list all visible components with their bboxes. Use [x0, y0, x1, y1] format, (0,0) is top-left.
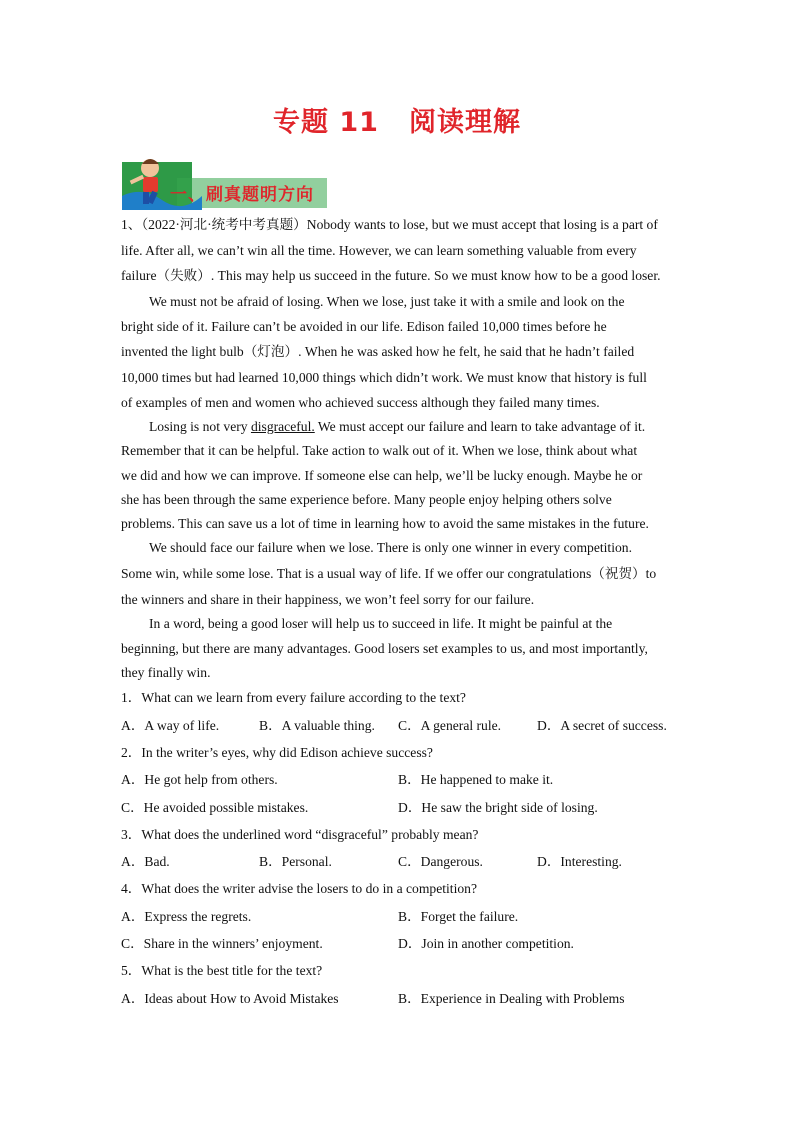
passage-text: We must accept our failure and learn to take advantage of it. — [314, 419, 646, 434]
passage-line: we did and how we can improve. If someone else can help, we’ll be lucky enough. Maybe he or — [121, 468, 643, 483]
answer-option[interactable]: D．He saw the bright side of losing. — [398, 800, 598, 815]
question-stem: 3．What does the underlined word “disgraceful” probably mean? — [121, 827, 479, 842]
answer-option[interactable]: B．He happened to make it. — [398, 772, 554, 787]
passage-line: We should face our failure when we lose. There is only one winner in every competition. — [149, 540, 632, 555]
answer-option[interactable]: A．Express the regrets. — [121, 909, 252, 924]
passage-line: beginning, but there are many advantages. Good losers set examples to us, and most importantly, — [121, 641, 648, 656]
passage-line: 1、（2022·河北·统考中考真题）Nobody wants to lose, but we must accept that losing is a part of — [121, 217, 658, 232]
answer-option[interactable]: A．A way of life. — [121, 718, 220, 733]
question-stem: 5．What is the best title for the text? — [121, 963, 323, 978]
passage-line: Remember that it can be helpful. Take action to walk out of it. When we lose, think about what — [121, 443, 638, 458]
answer-option[interactable]: B．Personal. — [259, 854, 332, 869]
question-stem: 4．What does the writer advise the losers to do in a competition? — [121, 881, 477, 896]
answer-option[interactable]: D．Interesting. — [537, 854, 622, 869]
passage-line: invented the light bulb（灯泡）. When he was asked how he felt, he said that he hadn’t failed — [121, 344, 635, 359]
passage-line: life. After all, we can’t win all the time. However, we can learn something valuable from every — [121, 243, 637, 258]
passage-line: they finally win. — [121, 665, 211, 680]
answer-option[interactable]: B．Forget the failure. — [398, 909, 519, 924]
title-topic-name: 阅读理解 — [408, 107, 521, 138]
answer-option[interactable]: D．Join in another competition. — [398, 936, 574, 951]
passage-line: of examples of men and women who achieved success although they failed many times. — [121, 395, 600, 410]
passage-text: Losing is not very — [149, 419, 251, 434]
question-stem: 2．In the writer’s eyes, why did Edison achieve success? — [121, 745, 433, 760]
answer-option[interactable]: C．Dangerous. — [398, 854, 483, 869]
answer-option[interactable]: B．Experience in Dealing with Problems — [398, 991, 625, 1006]
answer-option[interactable]: D．A secret of success. — [537, 718, 667, 733]
answer-option[interactable]: A．He got help from others. — [121, 772, 278, 787]
passage-line: problems. This can save us a lot of time in learning how to avoid the same mistakes in the future. — [121, 516, 649, 531]
answer-option[interactable]: C．He avoided possible mistakes. — [121, 800, 309, 815]
passage-line: Some win, while some lose. That is a usual way of life. If we offer our congratulations（祝贺）to — [121, 566, 657, 581]
answer-option[interactable]: A．Bad. — [121, 854, 170, 869]
answer-option[interactable]: B．A valuable thing. — [259, 718, 375, 733]
passage-line — [149, 419, 645, 435]
question-stem: 1．What can we learn from every failure according to the text? — [121, 690, 466, 705]
page-title — [0, 100, 794, 139]
underlined-word: disgraceful. — [250, 419, 315, 434]
passage-line: In a word, being a good loser will help us to succeed in life. It might be painful at the — [149, 616, 613, 631]
answer-option[interactable]: A．Ideas about How to Avoid Mistakes — [121, 991, 339, 1006]
passage-line: bright side of it. Failure can’t be avoided in our life. Edison failed 10,000 times before he — [121, 319, 607, 334]
passage-line: the winners and share in their happiness, we won’t feel sorry for our failure. — [121, 592, 535, 607]
passage-line: she has been through the same experience before. Many people enjoy helping others solve — [121, 492, 612, 507]
passage-line: 10,000 times but had learned 10,000 things which didn’t work. We must know that history is full — [121, 370, 647, 385]
answer-option[interactable]: C．A general rule. — [398, 718, 502, 733]
section-banner-label: 一、刷真题明方向 — [170, 185, 314, 205]
passage-line: We must not be afraid of losing. When we lose, just take it with a smile and look on the — [149, 294, 625, 309]
answer-option[interactable]: C．Share in the winners’ enjoyment. — [121, 936, 323, 951]
passage-line: failure（失败）. This may help us succeed in the future. So we must know how to be a good loser. — [121, 268, 661, 283]
title-topic-number: 专题 11 — [273, 107, 379, 138]
